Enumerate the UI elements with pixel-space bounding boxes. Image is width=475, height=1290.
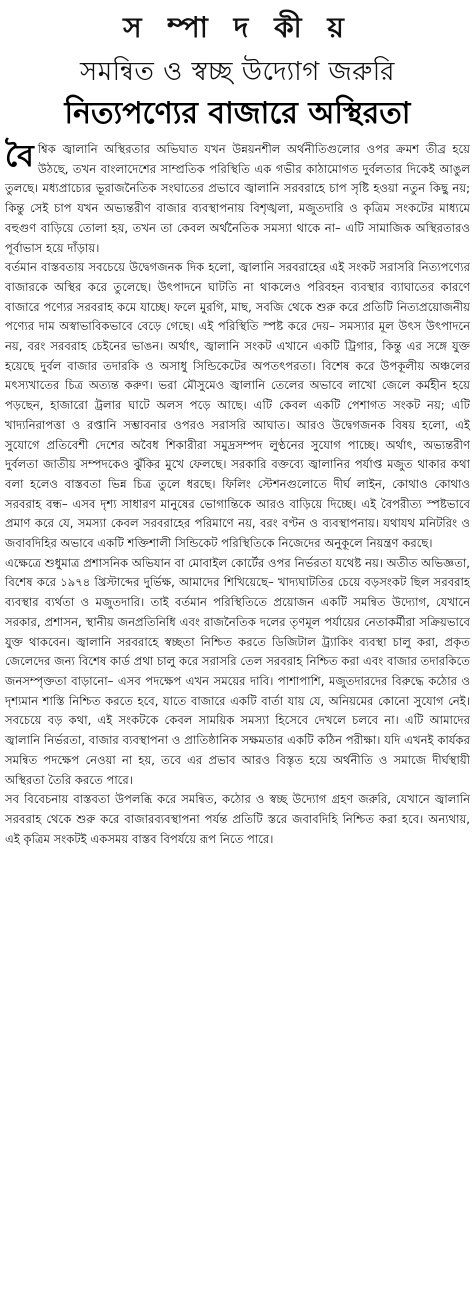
paragraph-3: এক্ষেত্রে শুধুমাত্র প্রশাসনিক অভিযান বা মোবাইল কোর্টের ওপর নির্ভরতা যথেষ্ট নয়। অতীত অভিজ্ঞতা, বিশেষ করে ১৯৭৪ খ্রিস্টাব্দের দুর্ভিক্ষ, আমাদের শিখিয়েছে– খাদ্যঘাটতির চেয়ে বড়সংকট ছিল সরবরাহ ব্যবস্থার ব্যর্থতা ও মজুতদারি। তাই বর্তমান পরিস্থিতিতে প্রয়োজন একটি সমন্বিত উদ্যোগ, যেখানে সরকার, প্রশাসন, স্থানীয় জনপ্রতিনিধি এবং রাজনৈতিক দলের তৃণমূল পর্যায়ের নেতাকর্মীরা সক্রিয়ভাবে যুক্ত থাকবেন। জ্বালানি সরবরাহে স্বচ্ছতা নিশ্চিত করতে ডিজিটাল ট্র্যাকিং ব্যবস্থা চালু করা, প্রকৃত জেলেদের জন্য বিশেষ কার্ড প্রথা চালু করে সরাসরি তেল সরবরাহ নিশ্চিত করা এবং বাজার তদারকিতে জনসম্পৃক্ততা বাড়ানো– এসব পদক্ষেপ এখন সময়ের দাবি। পাশাপাশি, মজুতদারদের বিরুদ্ধে কঠোর ও দৃশ্যমান শাস্তি নিশ্চিত করতে হবে, যাতে বাজারে একটি বার্তা যায় যে, অনিয়মের কোনো সুযোগ নেই। সবচেয়ে বড় কথা, এই সংকটকে কেবল সাময়িক সমস্যা হিসেবে দেখলে চলবে না। এটি আমাদের জ্বালানি নির্ভরতা, বাজার ব্যবস্থাপনা ও প্রাতিষ্ঠানিক সক্ষমতার একটি কঠিন পরীক্ষা। যদি এখনই কার্যকর সমন্বিত পদক্ষেপ নেওয়া না হয়, তবে এর প্রভাব আরও বিস্তৃত হয়ে অর্থনীতি ও সমাজে দীর্ঘস্থায়ী অস্থিরতা তৈরি করতে পারে। xyxy=(5,555,470,787)
paragraph-2: বর্তমান বাস্তবতায় সবচেয়ে উদ্বেগজনক দিক হলো, জ্বালানি সরবরাহের এই সংকট সরাসরি নিত্যপণ্যের বাজারকে অস্থির করে তুলেছে। উৎপাদনে ঘাটতি না থাকলেও পরিবহন ব্যবস্থার ব্যাঘাতের কারণে বাজারে পণ্যের সরবরাহ কমে যাচ্ছে। ফলে মুরগি, মাছ, সবজি থেকে শুরু করে প্রতিটি নিত্যপ্রয়োজনীয় পণ্যের দাম অস্বাভাবিকভাবে বেড়ে গেছে। এই পরিস্থিতি স্পষ্ট করে দেয়– সমস্যার মূল উৎস উৎপাদনে নয়, বরং সরবরাহ চেইনের ভাঙন। অর্থাৎ, জ্বালানি সংকট এখানে একটি ট্রিগার, কিন্তু এর সঙ্গে যুক্ত হয়েছে দুর্বল বাজার তদারকি ও অসাধু সিন্ডিকেটের অপতৎপরতা। বিশেষ করে উপকূলীয় অঞ্চলের মৎস্যখাতের চিত্র অত্যন্ত করুণ। ভরা মৌসুমেও জ্বালানি তেলের অভাবে লাখো জেলে কর্মহীন হয়ে পড়ছেন, হাজারো ট্রলার ঘাটে অলস পড়ে আছে। এটি কেবল একটি পেশাগত সংকট নয়; এটি খাদ্যনিরাপত্তা ও রপ্তানি সম্ভাবনার ওপরও সরাসরি আঘাত। আরও উদ্বেগজনক বিষয় হলো, এই সুযোগে প্রতিবেশী দেশের অবৈধ শিকারীরা সমুদ্রসম্পদ লুণ্ঠনের সুযোগ পাচ্ছে। অর্থাৎ, অভ্যন্তরীণ দুর্বলতা জাতীয় সম্পদকেও ঝুঁকির মুখে ফেলছে। সরকারি বক্তব্যে জ্বালানির পর্যাপ্ত মজুত থাকার কথা বলা হলেও বাস্তবতা ভিন্ন চিত্র তুলে ধরছে। ফিলিং স্টেশনগুলোতে দীর্ঘ লাইন, কোথাও কোথাও সরবরাহ বন্ধ– এসব দৃশ্য সাধারণ মানুষের ভোগান্তিকে আরও বাড়িয়ে দিচ্ছে। এই বৈপরীত্য স্পষ্টভাবে প্রমাণ করে যে, সমস্যা কেবল সরবরাহের পরিমাণে নয়, বরং বণ্টন ও ব্যবস্থাপনায়। যথাযথ মনিটরিং ও জবাবদিহির অভাবে একটি শক্তিশালী সিন্ডিকেট পরিস্থিতিকে নিজেদের অনুকূলে নিয়ন্ত্রণ করছে। xyxy=(5,260,470,551)
paragraph-4: সব বিবেচনায় বাস্তবতা উপলব্ধি করে সমন্বিত, কঠোর ও স্বচ্ছ উদ্যোগ গ্রহণ জরুরি, যেখানে জ্বালানি সরবরাহ থেকে শুরু করে বাজারব্যবস্থাপনা পর্যন্ত প্রতিটি স্তরে জবাবদিহি নিশ্চিত করা হবে। অন্যথায়, এই কৃত্রিম সংকটই একসময় বাস্তব বিপর্যয়ে রূপ নিতে পারে। xyxy=(5,792,470,846)
paragraph-1-text: শ্বিক জ্বালানি অস্থিরতার অভিঘাত যখন উন্নয়নশীল অর্থনীতিগুলোর ওপর ক্রমশ তীব্র হয়ে উঠছে, তখন বাংলাদেশের সাম্প্রতিক পরিস্থিতি এক গভীর কাঠামোগত দুর্বলতার দিকেই আঙুল তুলছে। মধ্যপ্রাচ্যের ভূরাজনৈতিক সংঘাতের প্রভাবে জ্বালানি সরবরাহে চাপ সৃষ্টি হওয়া নতুন কিছু নয়; কিন্তু সেই চাপ যখন অভ্যন্তরীণ বাজার ব্যবস্থাপনায় বিশৃঙ্খলা, মজুতদারি ও কৃত্রিম সংকটের মাধ্যমে বহুগুণ বাড়িয়ে তোলা হয়, তখন তা কেবল অর্থনৈতিক সমস্যা থাকে না– এটি সামাজিক অস্থিরতারও পূর্বাভাস হয়ে দাঁড়ায়। xyxy=(5,142,470,255)
section-label: স ম্পা দ কী য় xyxy=(123,11,352,44)
article-body xyxy=(5,140,470,849)
headline: নিত্যপণ্যের বাজারে অস্থিরতা xyxy=(64,96,411,131)
paragraph-1 xyxy=(5,140,470,258)
subheadline: সমন্বিত ও স্বচ্ছ উদ্যোগ জরুরি xyxy=(80,57,395,87)
drop-cap: বৈ xyxy=(5,139,34,174)
editorial-page xyxy=(0,8,475,1290)
